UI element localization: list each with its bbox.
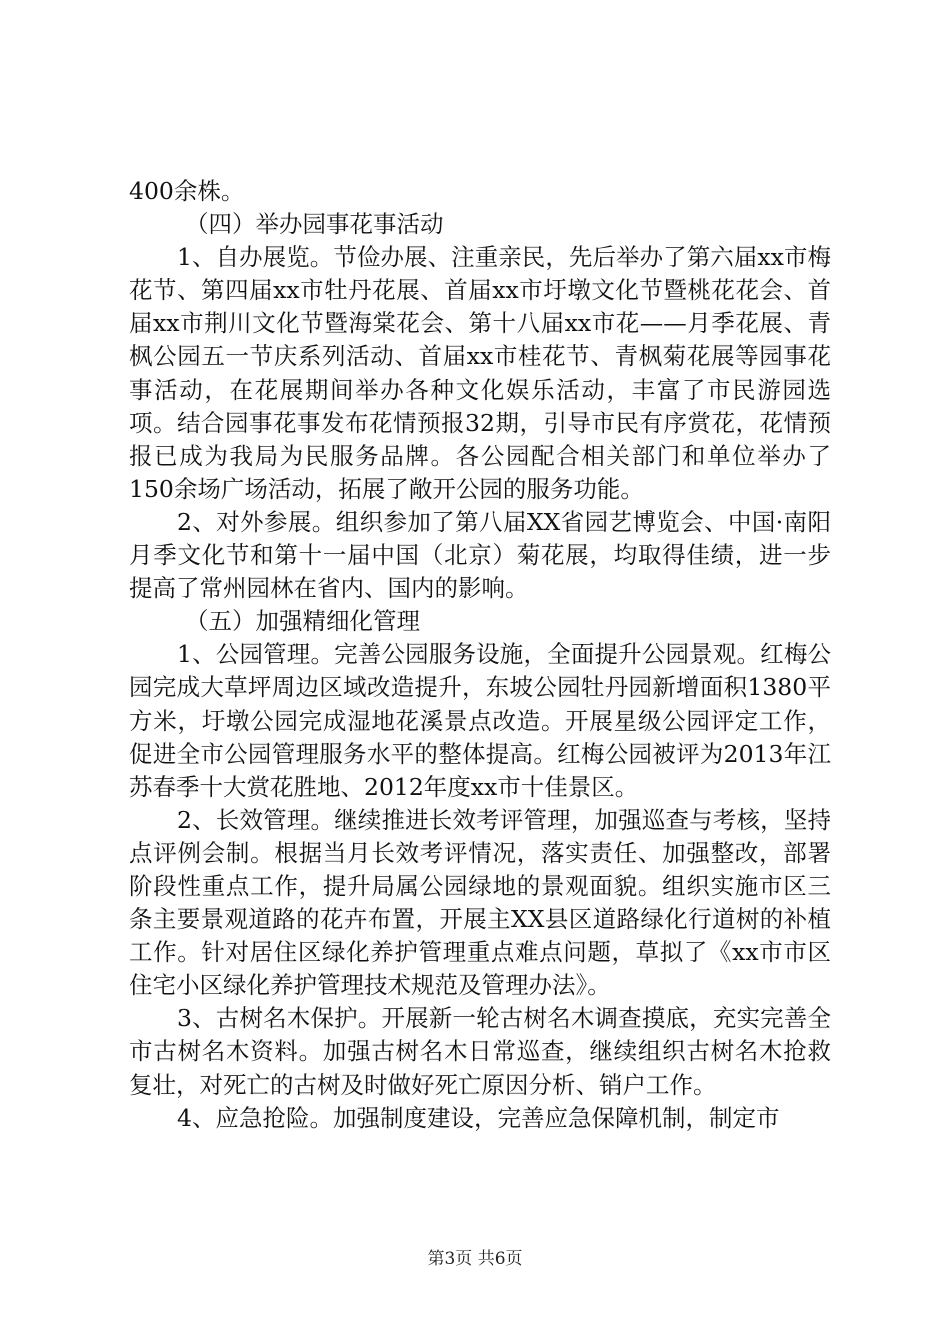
page-number-footer: 第3页 共6页 (427, 1249, 523, 1269)
paragraph-ancient-trees: 3、古树名木保护。开展新一轮古树名木调查摸底，充实完善全市古树名木资料。加强古树名木日常巡查，继续组织古树名木抢救复壮，对死亡的古树及时做好死亡原因分析、销户工作。 (129, 1004, 831, 1099)
paragraph-continuation: 400余株。 (129, 177, 245, 205)
document-body (129, 175, 831, 1135)
section-heading-5: （五）加强精细化管理 (185, 607, 420, 636)
paragraph-park-management: 1、公园管理。完善公园服务设施，全面提升公园景观。红梅公园完成大草坪周边区域改造提升，东坡公园牡丹园新增面积1380平方米，圩墩公园完成湿地花溪景点改造。开展星级公园评定工作，促进全市公园管理服务水平的整体提高。红梅公园被评为2013年江苏春季十大赏花胜地、2012年度xx市十佳景区。 (129, 640, 831, 801)
paragraph-self-exhibition: 1、自办展览。节俭办展、注重亲民，先后举办了第六届xx市梅花节、第四届xx市牡丹花展、首届xx市圩墩文化节暨桃花花会、首届xx市荆川文化节暨海棠花会、第十八届xx市花——月季花展、青枫公园五一节庆系列活动、首届xx市桂花节、青枫菊花展等园事花事活动，在花展期间举办各种文化娱乐活动，丰富了市民游园选项。结合园事花事发布花情预报32期，引导市民有序赏花，花情预报已成为我局为民服务品牌。各公园配合相关部门和单位举办了150余场广场活动，拓展了敞开公园的服务功能。 (129, 243, 831, 503)
paragraph-external-exhibition: 2、对外参展。组织参加了第八届XX省园艺博览会、中国·南阳月季文化节和第十一届中国（北京）菊花展，均取得佳绩，进一步提高了常州园林在省内、国内的影响。 (129, 507, 831, 603)
paragraph-emergency: 4、应急抢险。加强制度建设，完善应急保障机制，制定市 (177, 1103, 780, 1132)
section-heading-4: （四）举办园事花事活动 (185, 210, 444, 239)
paragraph-long-term-management: 2、长效管理。继续推进长效考评管理，加强巡查与考核，坚持点评例会制。根据当月长效考评情况，落实责任、加强整改，部署阶段性重点工作，提升局属公园绿地的景观面貌。组织实施市区三条主要景观道路的花卉布置，开展主XX县区道路绿化行道树的补植工作。针对居住区绿化养护管理重点难点问题，草拟了《xx市市区住宅小区绿化养护管理技术规范及管理办法》。 (129, 805, 831, 1000)
